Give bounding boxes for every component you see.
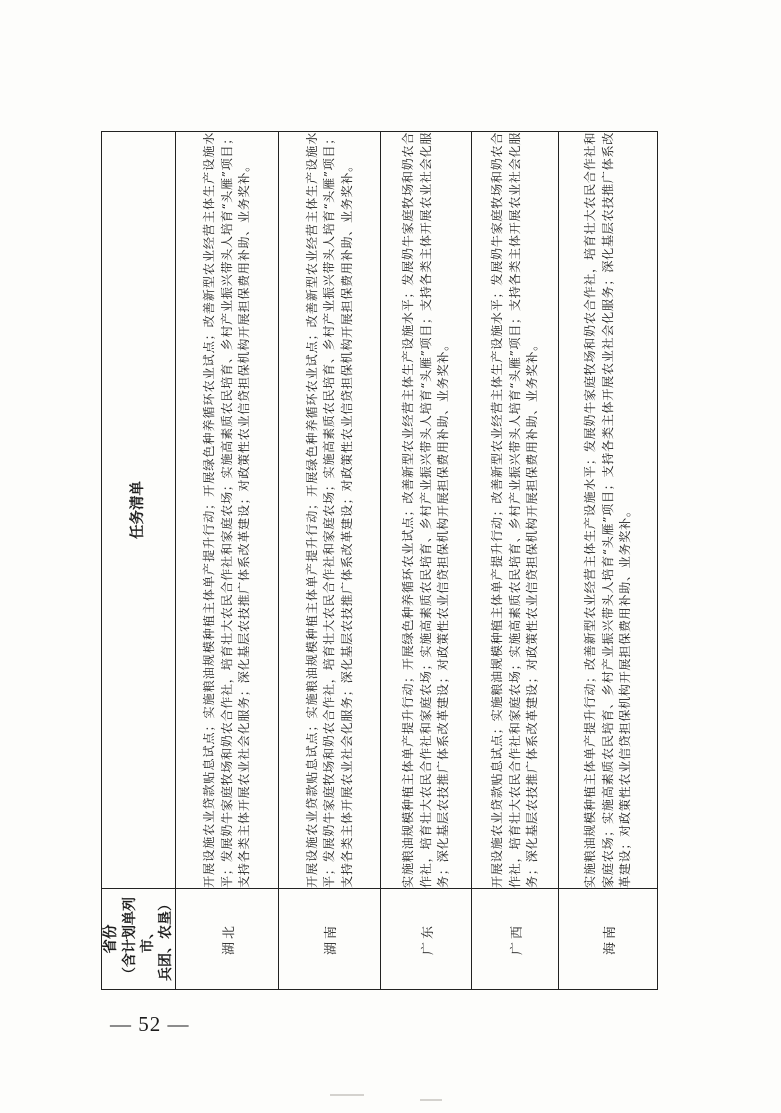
scan-artifact bbox=[420, 1099, 442, 1101]
scan-artifact bbox=[330, 1094, 364, 1096]
task-cell: 开展设施农业贷款贴息试点；实施粮油规模种植主体单产提升行动；开展绿色种养循环农业试点；改善新型农业经营主体生产设施水平；发展奶牛家庭牧场和奶农合作社，培育壮大农民合作社和家庭农场；实施高素质农民培育、乡村产业振兴带头人培育“头雁”项目；支持各类主体开展农业社会化服务；深化基层农技推广体系改革建设；对政策性农业信贷担保机构开展担保费用补助、业务奖补。 bbox=[279, 132, 381, 889]
province-header-line3: 兵团、农垦） bbox=[158, 897, 175, 981]
table-row bbox=[381, 132, 472, 990]
table-wrapper bbox=[101, 132, 649, 990]
province-cell: 广东 bbox=[381, 889, 472, 990]
task-cell: 开展设施农业贷款贴息试点；实施粮油规模种植主体单产提升行动；开展绿色种养循环农业试点；改善新型农业经营主体生产设施水平；发展奶牛家庭牧场和奶农合作社，培育壮大农民合作社和家庭农场；实施高素质农民培育、乡村产业振兴带头人培育“头雁”项目；支持各类主体开展农业社会化服务；深化基层农技推广体系改革建设；对政策性农业信贷担保机构开展担保费用补助、业务奖补。 bbox=[176, 132, 279, 889]
page-number: — 52 — bbox=[110, 1012, 190, 1036]
task-list-table bbox=[101, 131, 658, 990]
tasks-column-header: 任务清单 bbox=[102, 132, 176, 889]
task-cell: 实施粮油规模种植主体单产提升行动；开展绿色种养循环农业试点；改善新型农业经营主体生产设施水平；发展奶牛家庭牧场和奶农合作社，培育壮大农民合作社和家庭农场；实施高素质农民培育、乡村产业振兴带头人培育“头雁”项目；支持各类主体开展农业社会化服务；深化基层农技推广体系改革建设；对政策性农业信贷担保机构开展担保费用补助、业务奖补。 bbox=[381, 132, 472, 889]
province-cell: 湖北 bbox=[176, 889, 279, 990]
table-row bbox=[472, 132, 559, 990]
province-cell: 海南 bbox=[559, 889, 658, 990]
table-row bbox=[559, 132, 658, 990]
table-header-row bbox=[102, 132, 176, 990]
province-cell: 湖南 bbox=[279, 889, 381, 990]
table-row bbox=[279, 132, 381, 990]
province-header-line2: （含计划单列市、 bbox=[121, 897, 157, 981]
rotated-table-container bbox=[101, 132, 649, 990]
table-row bbox=[176, 132, 279, 990]
task-cell: 实施粮油规模种植主体单产提升行动；改善新型农业经营主体生产设施水平；发展奶牛家庭牧场和奶农合作社，培育壮大农民合作社和家庭农场；实施高素质农民培育、乡村产业振兴带头人培育“头雁”项目；支持各类主体开展农业社会化服务；深化基层农技推广体系改革建设；对政策性农业信贷担保机构开展担保费用补助、业务奖补。 bbox=[559, 132, 658, 889]
province-cell: 广西 bbox=[472, 889, 559, 990]
task-cell: 开展设施农业贷款贴息试点；实施粮油规模种植主体单产提升行动；改善新型农业经营主体生产设施水平；发展奶牛家庭牧场和奶农合作社，培育壮大农民合作社和家庭农场；实施高素质农民培育、乡村产业振兴带头人培育“头雁”项目；支持各类主体开展农业社会化服务；深化基层农技推广体系改革建设；对政策性农业信贷担保机构开展担保费用补助、业务奖补。 bbox=[472, 132, 559, 889]
province-header-line1: 省份 bbox=[103, 924, 119, 954]
province-column-header bbox=[102, 889, 176, 990]
